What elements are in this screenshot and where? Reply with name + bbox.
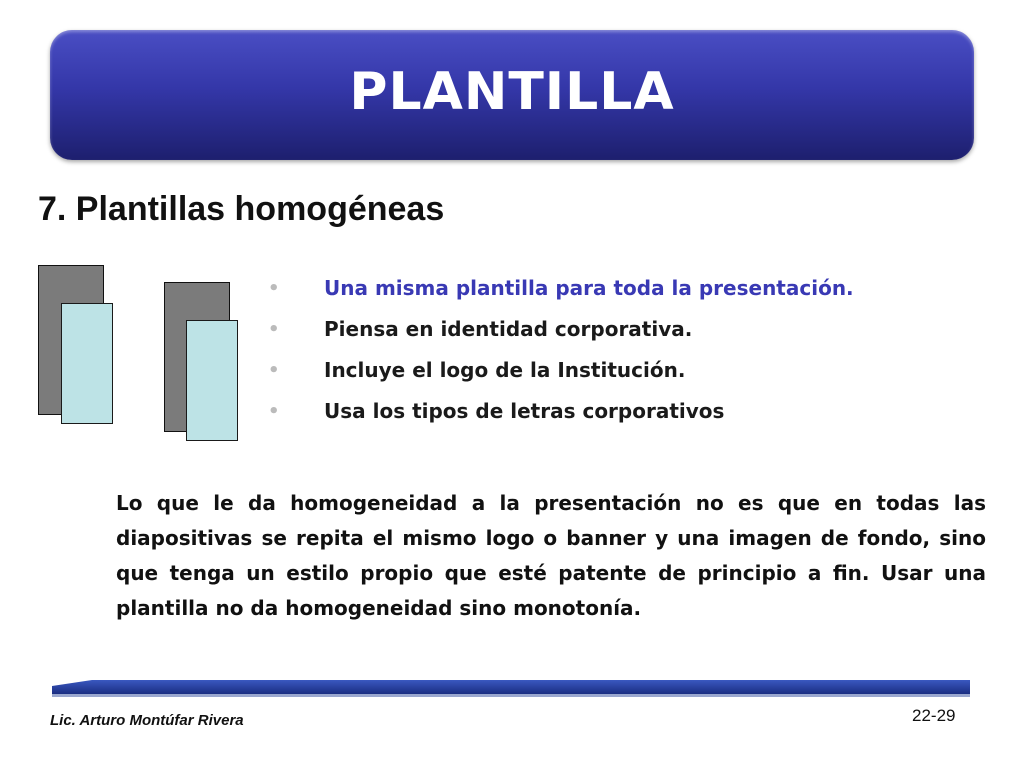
bullet-text: Una misma plantilla para toda la presentación.	[324, 276, 854, 300]
title-banner	[50, 30, 974, 160]
bullet-item	[268, 309, 854, 350]
author-name: Lic. Arturo Montúfar Rivera	[50, 712, 244, 729]
bullet-text: Usa los tipos de letras corporativos	[324, 399, 725, 423]
slide-title: PLANTILLA	[349, 62, 675, 122]
body-paragraph: Lo que le da homogeneidad a la presentación no es que en todas las diapositivas se repita el mismo logo o banner y una imagen de fondo, sino que tenga un estilo propio que esté patente de principio a fin. Usar una plantilla no da homogeneidad sino monotonía.	[116, 491, 986, 620]
bullet-item	[268, 391, 854, 432]
bullet-item	[268, 350, 854, 391]
bullet-text: Piensa en identidad corporativa.	[324, 317, 693, 341]
document-front-left	[61, 303, 113, 424]
section-subtitle: 7. Plantillas homogéneas	[38, 190, 445, 228]
bullet-list	[268, 268, 854, 432]
bullet-icon: •	[268, 319, 280, 340]
page-number: 22-29	[912, 706, 956, 725]
bullet-icon: •	[268, 401, 280, 422]
bullet-item	[268, 268, 854, 309]
bullet-text: Incluye el logo de la Institución.	[324, 358, 686, 382]
document-front-right	[186, 320, 238, 441]
bullet-icon: •	[268, 360, 280, 381]
bullet-icon: •	[268, 278, 280, 299]
